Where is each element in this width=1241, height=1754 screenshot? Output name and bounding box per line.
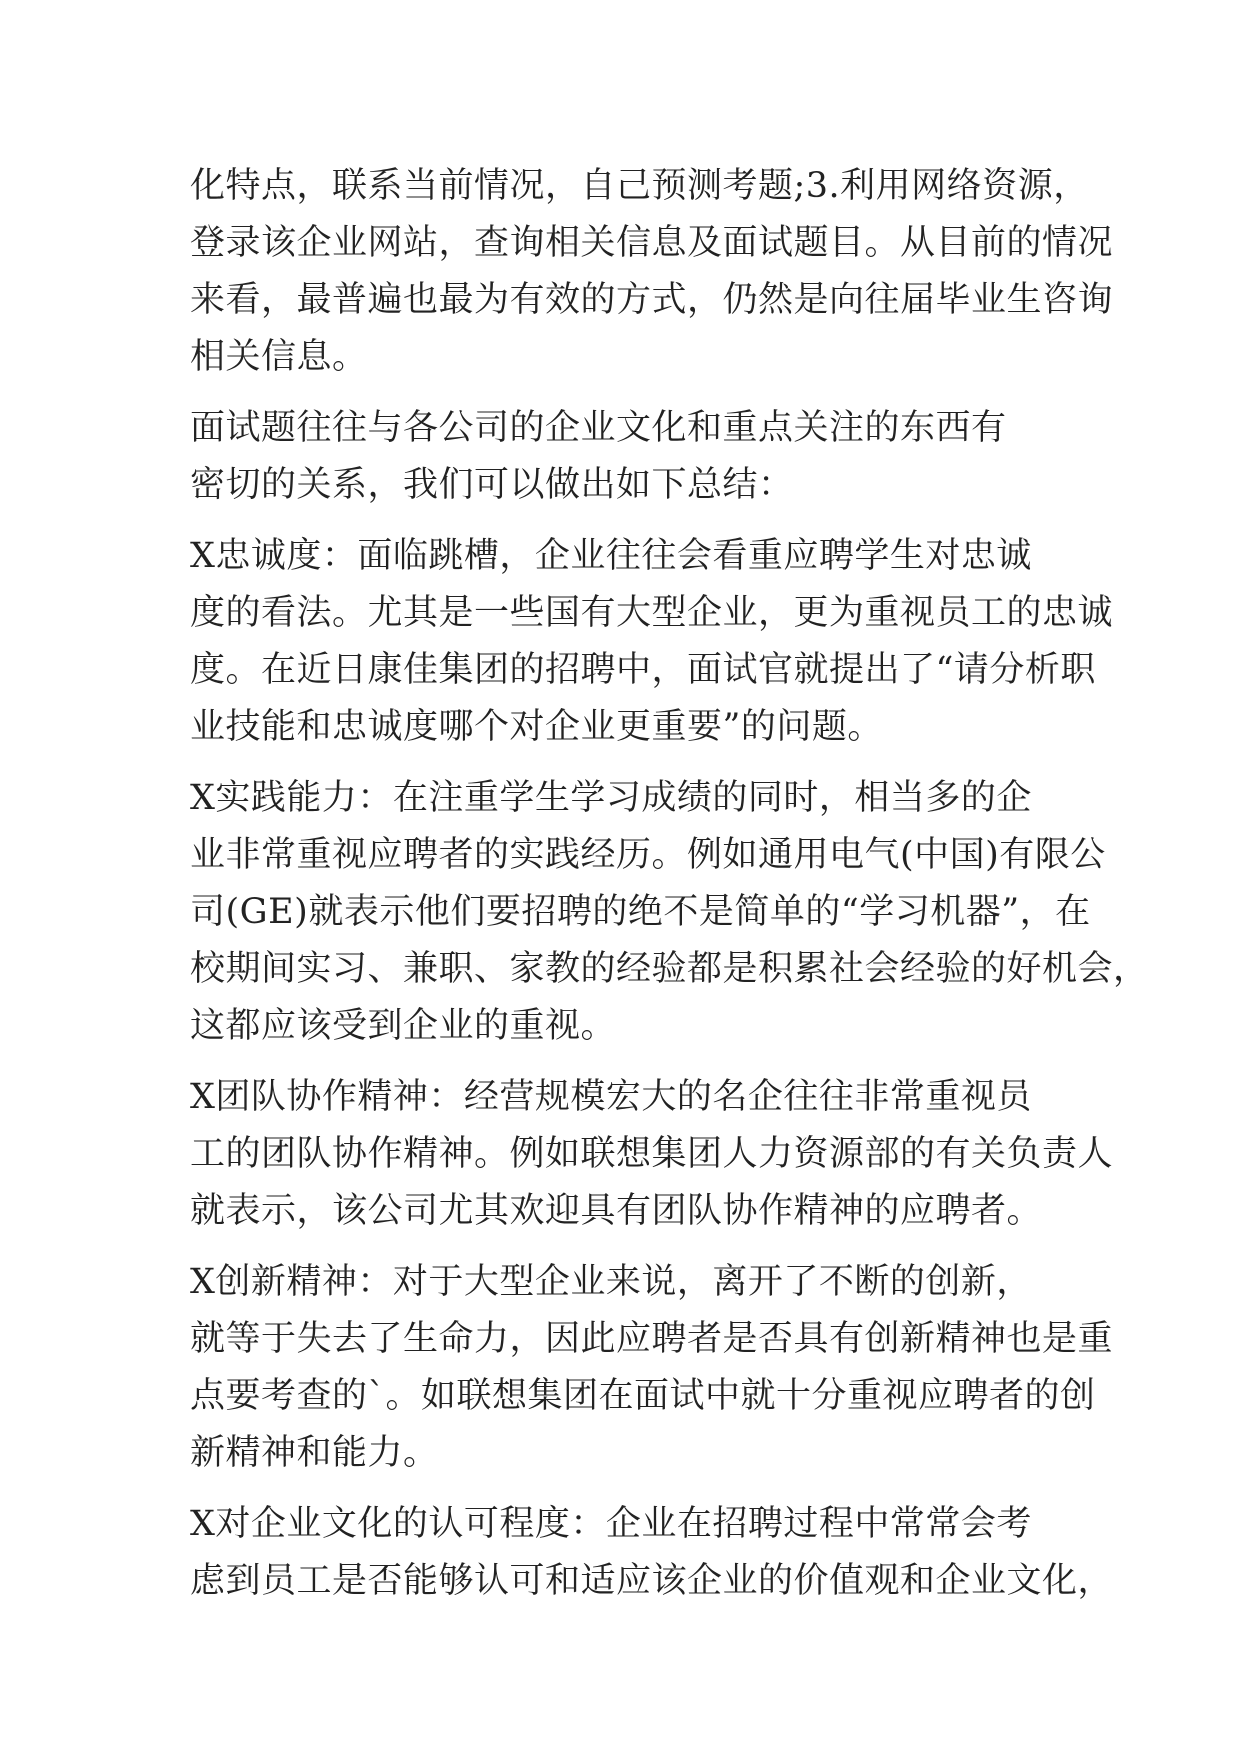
document-body — [190, 158, 1149, 1610]
text-line: X忠诚度：面临跳槽，企业往往会看重应聘学生对忠诚 — [190, 536, 1032, 576]
text-line: 相关信息。 — [190, 337, 368, 377]
text-line: 登录该企业网站，查询相关信息及面试题目。从目前的情况 — [190, 223, 1114, 263]
paragraph — [190, 1254, 1114, 1482]
text-line: 工的团队协作精神。例如联想集团人力资源部的有关负责人 — [190, 1134, 1114, 1174]
text-line: 度的看法。尤其是一些国有大型企业，更为重视员工的忠诚 — [190, 593, 1114, 633]
paragraph — [190, 158, 1114, 386]
text-line: 新精神和能力。 — [190, 1433, 439, 1473]
text-line: 虑到员工是否能够认可和适应该企业的价值观和企业文化， — [190, 1561, 1114, 1601]
text-line: 面试题往往与各公司的企业文化和重点关注的东西有 — [190, 408, 1007, 448]
text-line: X对企业文化的认可程度：企业在招聘过程中常常会考 — [190, 1504, 1032, 1544]
text-line: X实践能力：在注重学生学习成绩的同时，相当多的企 — [190, 778, 1032, 818]
text-line: 化特点，联系当前情况，自己预测考题;3.利用网络资源， — [190, 166, 1089, 206]
paragraph-gap — [190, 756, 1060, 770]
text-line: 校期间实习、兼职、家教的经验都是积累社会经验的好机会， — [190, 949, 1149, 989]
paragraph — [190, 1496, 1114, 1610]
paragraph-gap — [190, 1482, 1060, 1496]
text-line: 来看，最普遍也最为有效的方式，仍然是向往届毕业生咨询 — [190, 280, 1114, 320]
text-line: 度。在近日康佳集团的招聘中，面试官就提出了“请分析职 — [190, 650, 1096, 690]
text-line: 密切的关系，我们可以做出如下总结： — [190, 465, 794, 505]
text-line: 就表示，该公司尤其欢迎具有团队协作精神的应聘者。 — [190, 1191, 1043, 1231]
text-line: 司(GE)就表示他们要招聘的绝不是简单的“学习机器”，在 — [190, 892, 1091, 932]
paragraph-gap — [190, 386, 1060, 400]
text-line: X团队协作精神：经营规模宏大的名企往往非常重视员 — [190, 1077, 1032, 1117]
paragraph-gap — [190, 1240, 1060, 1254]
text-line: 业非常重视应聘者的实践经历。例如通用电气(中国)有限公 — [190, 835, 1106, 875]
paragraph — [190, 1069, 1114, 1240]
text-line: 就等于失去了生命力，因此应聘者是否具有创新精神也是重 — [190, 1319, 1114, 1359]
paragraph — [190, 528, 1114, 756]
paragraph-gap — [190, 514, 1060, 528]
text-line: X创新精神：对于大型企业来说，离开了不断的创新， — [190, 1262, 1032, 1302]
paragraph — [190, 770, 1149, 1055]
text-line: 这都应该受到企业的重视。 — [190, 1006, 617, 1046]
paragraph-gap — [190, 1055, 1060, 1069]
text-line: 点要考查的`。如联想集团在面试中就十分重视应聘者的创 — [190, 1376, 1096, 1416]
paragraph — [190, 400, 1060, 514]
text-line: 业技能和忠诚度哪个对企业更重要”的问题。 — [190, 707, 883, 747]
